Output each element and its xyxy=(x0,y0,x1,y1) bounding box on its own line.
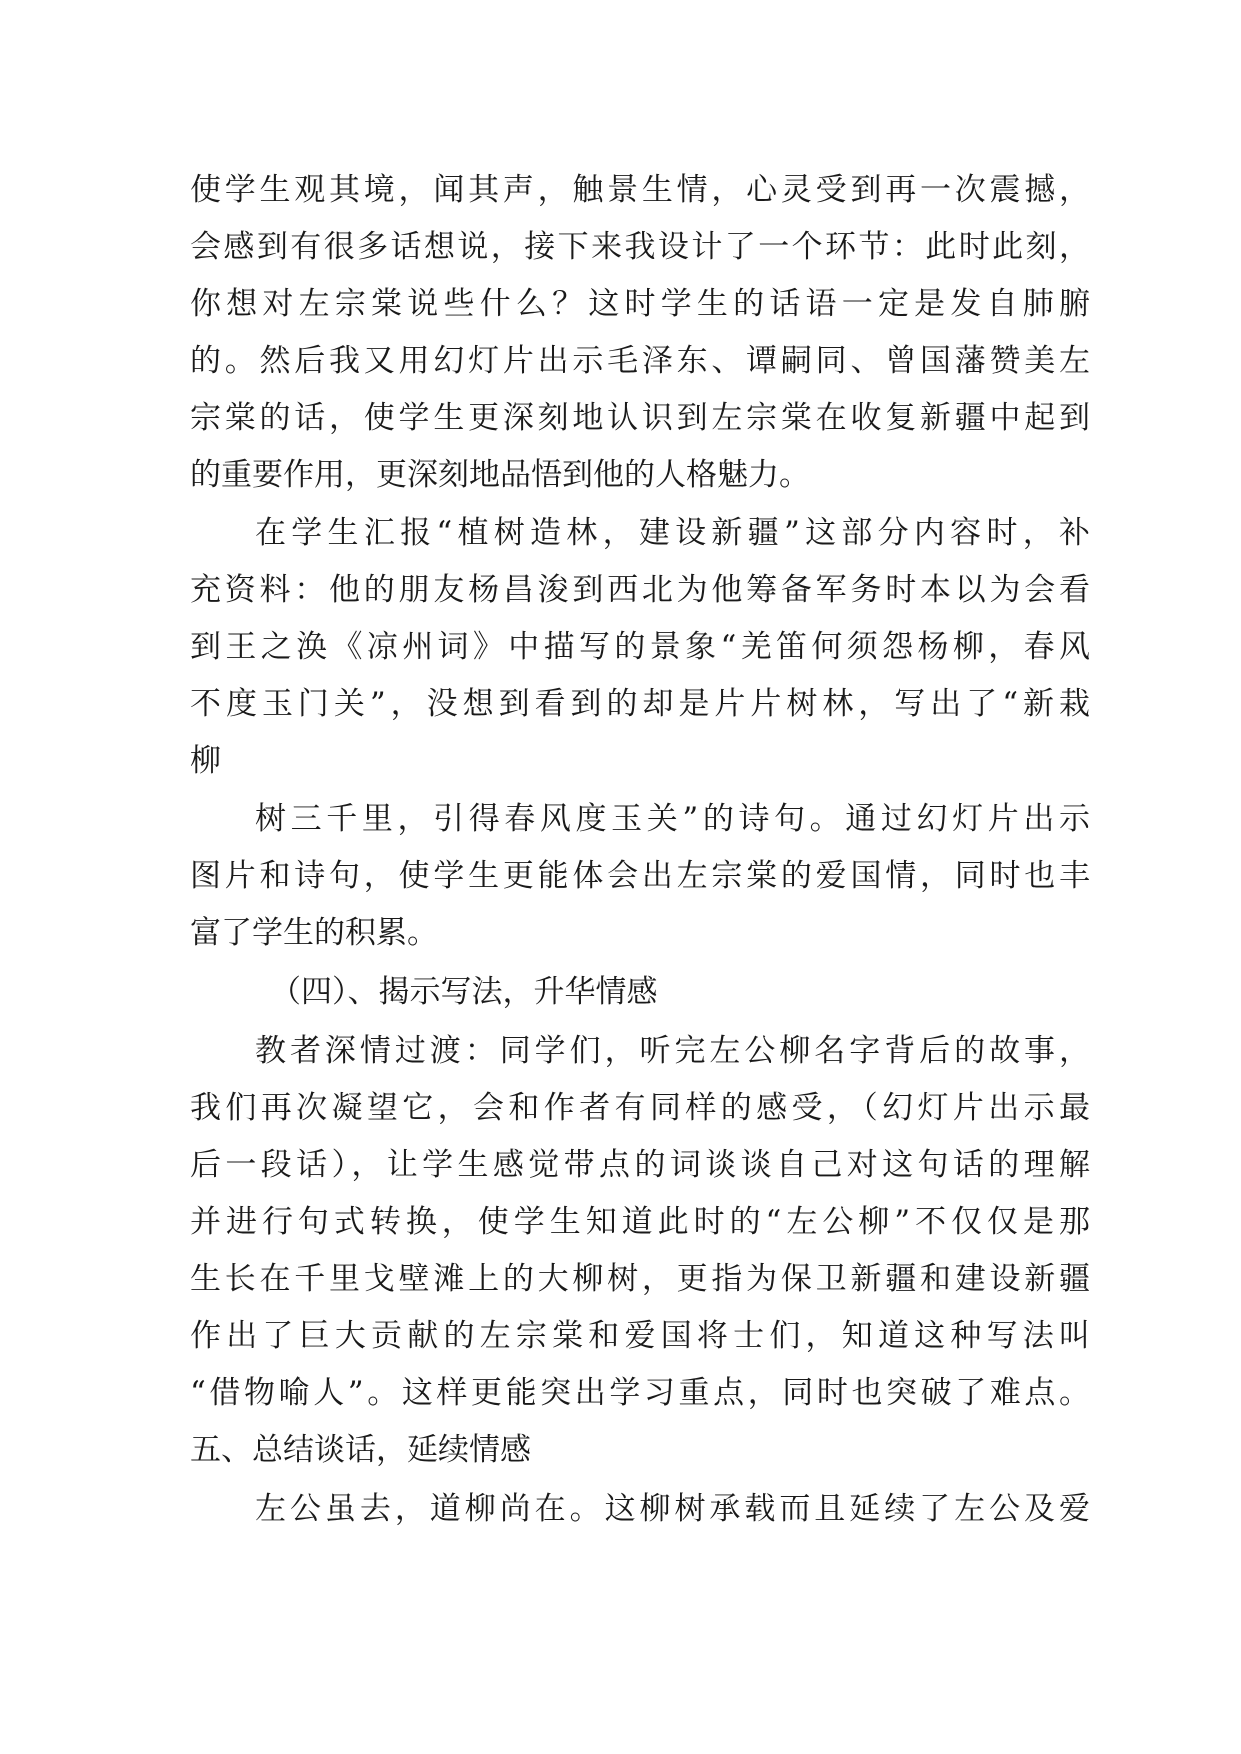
paragraph-line: 左公虽去，道柳尚在。这柳树承载而且延续了左公及爱 xyxy=(255,1491,1090,1527)
paragraph-line: 后一段话），让学生感觉带点的词谈谈自己对这句话的理解 xyxy=(190,1147,1090,1183)
paragraph-line: 富了学生的积累。 xyxy=(190,915,438,951)
paragraph-line: 你想对左宗棠说些什么？这时学生的话语一定是发自肺腑 xyxy=(190,286,1090,322)
paragraph-line: 作出了巨大贡献的左宗棠和爱国将士们，知道这种写法叫 xyxy=(190,1318,1090,1354)
paragraph-line: 的。然后我又用幻灯片出示毛泽东、谭嗣同、曾国藩赞美左 xyxy=(190,343,1090,379)
paragraph-line: 我们再次凝望它，会和作者有同样的感受，（幻灯片出示最 xyxy=(190,1090,1090,1126)
paragraph-line: 不度玉门关”，没想到看到的却是片片树林，写出了“新栽 xyxy=(190,686,1090,722)
paragraph-line: 在学生汇报“植树造林，建设新疆”这部分内容时，补 xyxy=(255,515,1090,551)
section-heading: 五、总结谈话，延续情感 xyxy=(190,1432,531,1468)
section-heading: （四）、揭示写法，升华情感 xyxy=(270,974,658,1010)
paragraph-line: 柳 xyxy=(190,743,221,779)
paragraph-line: 的重要作用，更深刻地品悟到他的人格魅力。 xyxy=(190,457,810,493)
paragraph-line: 宗棠的话，使学生更深刻地认识到左宗棠在收复新疆中起到 xyxy=(190,400,1090,436)
paragraph-line: 图片和诗句，使学生更能体会出左宗棠的爱国情，同时也丰 xyxy=(190,858,1090,894)
paragraph-line: 并进行句式转换，使学生知道此时的“左公柳”不仅仅是那 xyxy=(190,1204,1090,1240)
paragraph-line: 生长在千里戈壁滩上的大柳树，更指为保卫新疆和建设新疆 xyxy=(190,1261,1090,1297)
paragraph-line: “借物喻人”。这样更能突出学习重点，同时也突破了难点。 xyxy=(190,1375,1090,1411)
paragraph-line: 教者深情过渡：同学们，听完左公柳名字背后的故事， xyxy=(255,1033,1090,1069)
paragraph-line: 树三千里，引得春风度玉关”的诗句。通过幻灯片出示 xyxy=(255,801,1090,837)
paragraph-line: 会感到有很多话想说，接下来我设计了一个环节：此时此刻， xyxy=(190,229,1090,265)
paragraph-line: 使学生观其境，闻其声，触景生情，心灵受到再一次震撼， xyxy=(190,172,1090,208)
paragraph-line: 充资料：他的朋友杨昌浚到西北为他筹备军务时本以为会看 xyxy=(190,572,1090,608)
paragraph-line: 到王之涣《凉州词》中描写的景象“羌笛何须怨杨柳，春风 xyxy=(190,629,1090,665)
